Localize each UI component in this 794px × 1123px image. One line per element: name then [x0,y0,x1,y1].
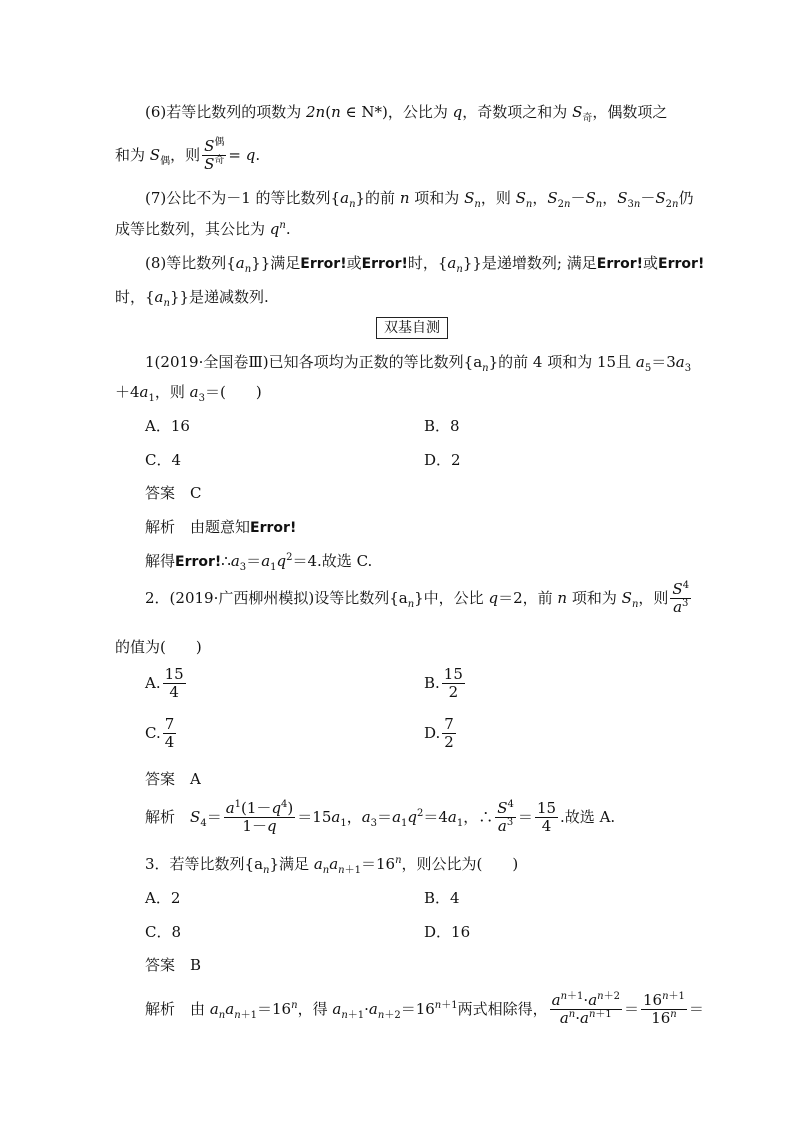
section-tag: 双基自测 [376,317,448,339]
q2-option-a: A. $\frac{15}{4}$ [145,665,184,702]
q1-line1: 1(2019·全国卷Ⅲ)已知各项均为正数的等比数列$\{a_n\}$的前 4 项和为 15且 $a_5=3a_3$ [145,353,692,374]
q3-option-d: D．16 [424,923,471,941]
q3-option-a: A．2 [145,889,181,907]
item6-line2: 和为 $S_偶$，则 $\frac{S^偶}{S^奇}$ = q. [115,137,261,174]
q1-line2: $+4a_1$，则 $a_3=$( ) [115,383,262,404]
q2-option-b: B. $\frac{15}{2}$ [424,665,463,702]
q1-option-a: A．16 [145,417,190,435]
q2-answer: 答案 A [145,770,201,788]
fraction: $\frac{S^4}{a^3}$ [672,580,690,617]
fraction: $\frac{a^1(1-q^4)}{1-q}$ [225,799,294,836]
fraction: $\frac{S^4}{a^3}$ [497,799,514,836]
q3-answer: 答案 B [145,956,202,974]
q1-option-d: D．2 [424,451,461,469]
q3-option-b: B．4 [424,889,460,907]
fraction: $\frac{a^{n+1}\cdot a^{n+2}}{a^n\cdot a^{n+1}}$ [551,991,620,1028]
q2-option-c: C. $\frac{7}{4}$ [145,715,175,752]
q3-line1: 3．若等比数列$\{a_n\}$满足 $a_na_{n+1}=16^n$，则公比为( ) [145,855,519,876]
q2-analysis: 解析 $S_4=$ $\frac{a^1(1-q^4)}{1-q}$ $=15a_1$，$a_3=a_1q^2=4a_1$，∴ $\frac{S^4}{a^3}$ ＝ $\frac{15}{4}$ .故选 A. [145,799,616,836]
q1-option-b: B．8 [424,417,460,435]
item7-line1: (7)公比不为－1 的等比数列$\{a_n\}$的前 n 项和为 $S_n$，则 $S_n$，$S_{2n}-S_n$，$S_{3n}-S_{2n}$仍 [145,189,694,210]
fraction: $\frac{S^偶}{S^奇}$ [204,137,225,174]
q2-option-d: D. $\frac{7}{2}$ [424,715,454,752]
item8-line2: 时，$\{a_n\}$}是递减数列. [115,288,269,309]
fraction: $\frac{16^{n+1}}{16^n}$ [643,991,685,1028]
q1-analysis: 解析 由题意知Error! [145,518,297,536]
item6-line1: (6)若等比数列的项数为 2n(n ∈ N*)，公比为 q，奇数项之和为 $S_奇$，偶数项之 [145,103,668,124]
q3-option-c: C．8 [145,923,182,941]
q2-line2: 的值为( ) [115,638,202,656]
item7-line2: 成等比数列，其公比为 $q^n$. [115,220,291,238]
q1-option-c: C．4 [145,451,182,469]
q1-analysis2: 解得$Error!\therefore a_3=a_1q^2=4$.故选 C. [145,552,373,573]
item8-line1: (8)等比数列$\{a_n\}$}满足Error!或Error!时，$\{a_n\}$}是递增数列; 满足Error!或Error! [145,254,705,275]
q3-analysis: 解析 由 $a_na_{n+1}=16^n$，得 $a_{n+1}\cdot a_{n+2}=16^{n+1}$两式相除得， $\frac{a^{n+1}\cdot a^{n+2}}{a^n\cdot a^{n+1}}$ ＝ $\frac{16^{n+1}}{16^n}$ ＝ [145,991,704,1028]
q2-line1: 2．(2019·广西柳州模拟)设等比数列$\{a_n\}$中，公比 q＝2，前 n 项和为 $S_n$，则 $\frac{S^4}{a^3}$ [145,580,690,617]
fraction: $\frac{15}{4}$ [536,799,557,836]
q1-answer: 答案 C [145,484,202,502]
